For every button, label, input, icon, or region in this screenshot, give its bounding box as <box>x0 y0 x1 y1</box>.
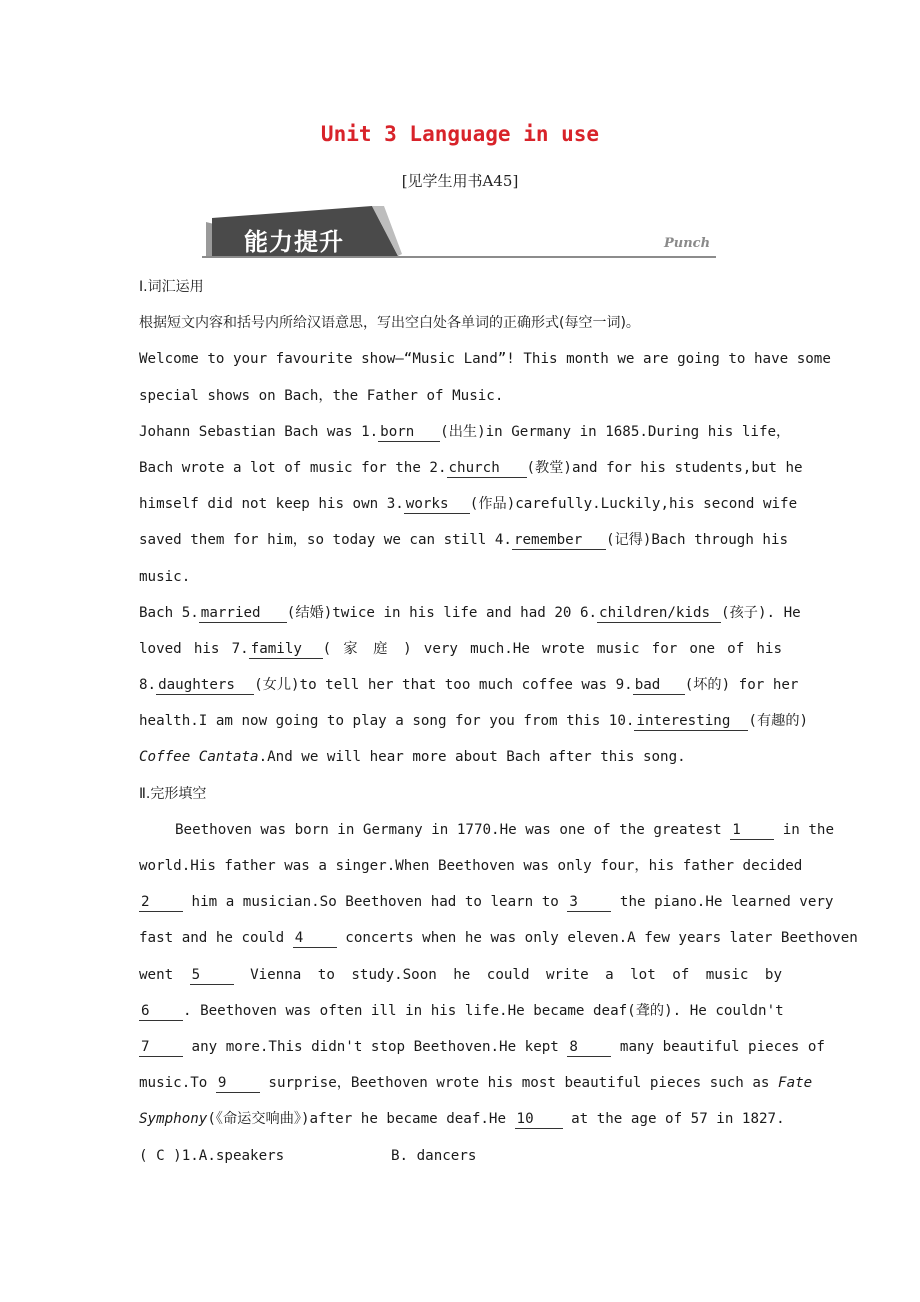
passage-line: 6 . Beethoven was often ill in his life.He became deaf(聋的). He couldn't <box>141 1002 784 1019</box>
page-title: Unit 3 Language in use <box>320 122 600 146</box>
answer-blank: married <box>199 604 287 623</box>
question-1 <box>139 1145 782 1181</box>
passage-line: Coffee Cantata.And we will hear more about Bach after this song. <box>139 749 686 766</box>
passage-line: fast and he could 4 concerts when he was only eleven.A few years later Beethoven <box>139 930 858 947</box>
question-1-option-a: ( C )1.A.speakers <box>139 1147 285 1164</box>
passage-line: Welcome to your favourite show—“Music Land”! This month we are going to have some <box>139 351 831 368</box>
section-1-instruction: 根据短文内容和括号内所给汉语意思，写出空白处各单词的正确形式(每空一词)。 <box>139 315 640 332</box>
answer-blank: born <box>378 423 440 442</box>
cloze-blank: 8 <box>567 1038 611 1057</box>
answer-blank: remember <box>512 531 606 550</box>
answer-blank: interesting <box>634 712 748 731</box>
cloze-blank: 6 <box>139 1002 183 1021</box>
passage-line: Johann Sebastian Bach was 1. born (出生)in Germany in 1685.During his life， <box>139 423 791 440</box>
passage-line: 7 any more.This didn't stop Beethoven.He kept 8 many beautiful pieces of <box>141 1038 825 1055</box>
answer-blank: daughters <box>156 676 254 695</box>
cloze-blank: 4 <box>293 929 337 948</box>
passage-line: 2 him a musician.So Beethoven had to learn to 3 the piano.He learned very <box>141 894 834 911</box>
textbook-reference: [见学生用书A45] <box>401 172 519 190</box>
passage-line: music. <box>139 568 191 585</box>
passage-line: Symphony(《命运交响曲》)after he became deaf.He 10 at the age of 57 in 1827. <box>139 1111 785 1128</box>
answer-blank: works <box>404 495 470 514</box>
passage-line: Bach wrote a lot of music for the 2. church (教堂)and for his students,but he <box>139 459 803 476</box>
answer-blank: children/kids <box>597 604 721 623</box>
passage-line: loved his 7. family ( 家 庭 ) very much.He wrote music for one of his <box>139 640 783 657</box>
passage-line: saved them for him，so today we can still 4. remember (记得)Bach through his <box>139 532 789 549</box>
passage-line: Beethoven was born in Germany in 1770.He was one of the greatest 1 in the <box>175 821 835 838</box>
banner-title: 能力提升 <box>244 228 344 256</box>
question-1-option-b: B. dancers <box>391 1147 477 1164</box>
cloze-blank: 5 <box>190 966 234 985</box>
passage-line: music.To 9 surprise，Beethoven wrote his most beautiful pieces such as Fate <box>139 1075 813 1092</box>
banner-subtitle: Punch <box>664 236 711 251</box>
cloze-blank: 3 <box>567 893 611 912</box>
cloze-blank: 10 <box>515 1110 563 1129</box>
answer-blank: church <box>447 459 527 478</box>
passage-line: Bach 5. married (结婚)twice in his life and had 20 6. children/kids (孩子). He <box>139 604 801 621</box>
cloze-blank: 1 <box>730 821 774 840</box>
passage-line: himself did not keep his own 3. works (作品)carefully.Luckily,his second wife <box>139 496 798 513</box>
answer-blank: bad <box>633 676 685 695</box>
cloze-blank: 9 <box>216 1074 260 1093</box>
cloze-blank: 7 <box>139 1038 183 1057</box>
worksheet-content <box>139 276 858 1181</box>
passage-line: health.I am now going to play a song for you from this 10. interesting (有趣的) <box>139 713 809 730</box>
section-1-heading: Ⅰ.词汇运用 <box>139 279 204 295</box>
answer-blank: family <box>249 640 323 659</box>
cloze-blank: 2 <box>139 893 183 912</box>
section-2-heading: Ⅱ.完形填空 <box>139 785 207 802</box>
passage-line: went 5 Vienna to study.Soon he could write a lot of music by <box>139 966 782 983</box>
passage-line: world.His father was a singer.When Beethoven was only four，his father decided <box>139 858 803 874</box>
passage-line: 8. daughters (女儿)to tell her that too much coffee was 9. bad (坏的) for her <box>139 677 799 694</box>
passage-line: special shows on Bach，the Father of Music. <box>139 387 504 404</box>
